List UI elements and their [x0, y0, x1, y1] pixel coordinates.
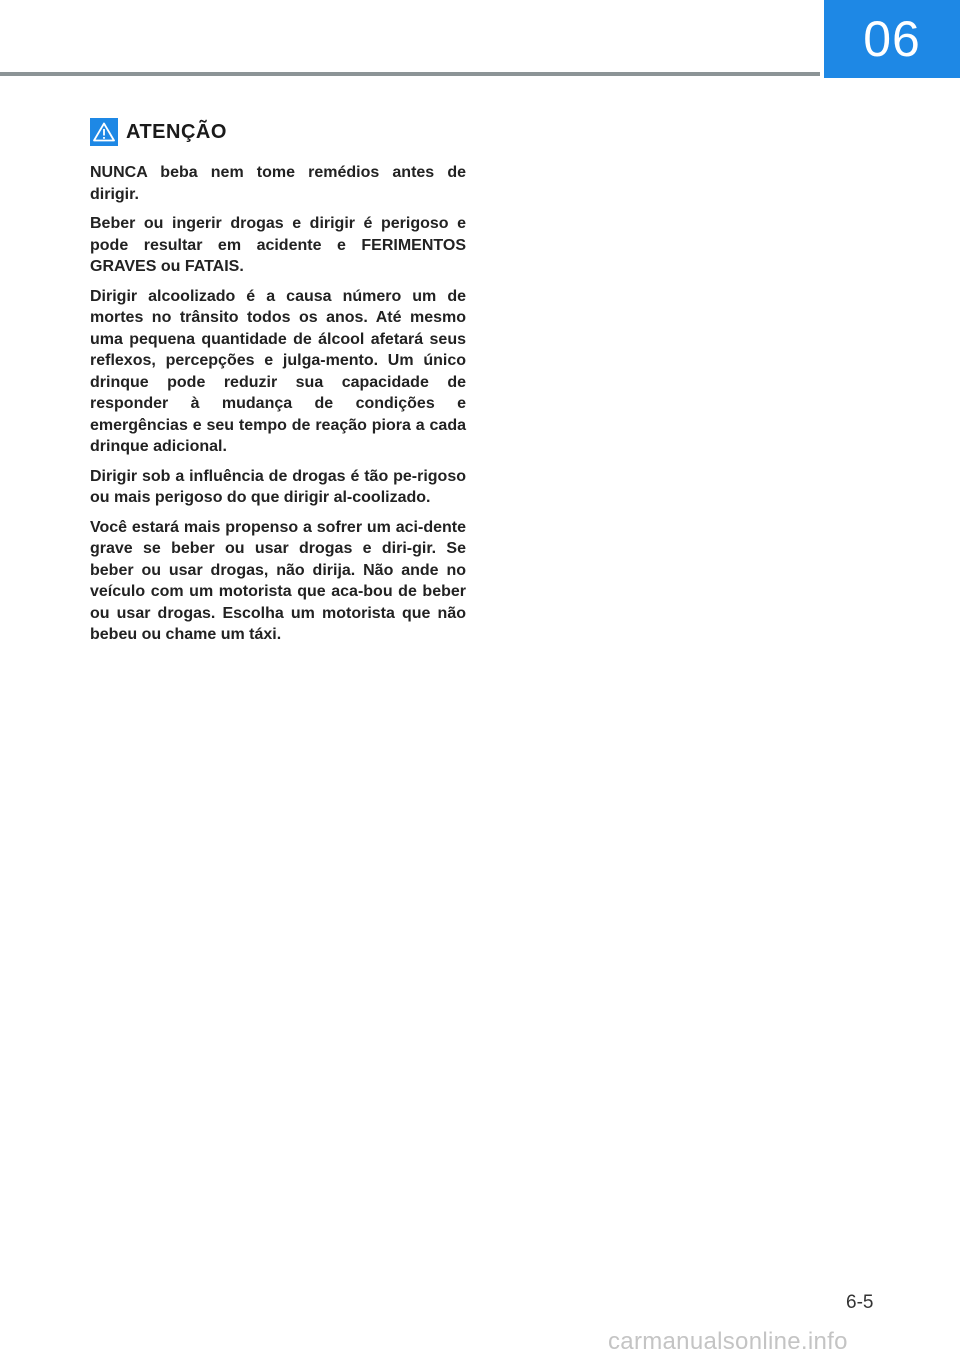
header-rule: [0, 72, 820, 76]
warning-paragraph: NUNCA beba nem tome remédios antes de dirigir.: [90, 164, 466, 203]
warning-heading: [90, 116, 466, 148]
chapter-tab: [824, 0, 960, 78]
chapter-number: 06: [863, 11, 921, 67]
warning-triangle-icon: [90, 118, 118, 146]
warning-body: [90, 162, 466, 646]
warning-paragraph: Dirigir alcoolizado é a causa número um de mortes no trânsito todos os anos. Até mesmo uma pequena quantidade de álcool afetará seus reflexos, percepções e julga-mento. Um único drinque pode reduzir sua capacidade de responder à mudança de condições e emergências e seu tempo de reação piora a cada drinque adicional.: [90, 287, 466, 455]
warning-paragraph: Dirigir sob a influência de drogas é tão pe-rigoso ou mais perigoso do que dirigir al-coolizado.: [90, 467, 466, 506]
warning-paragraph: Você estará mais propenso a sofrer um aci-dente grave se beber ou usar drogas e diri-gir. Se beber ou usar drogas, não dirija. Não ande no veículo com um motorista que aca-bou de beber ou usar drogas. Escolha um motorista que não bebeu ou chame um táxi.: [90, 518, 466, 643]
page-number: 6-5: [846, 1292, 874, 1313]
warning-block: [90, 116, 466, 654]
warning-title: ATENÇÃO: [126, 120, 227, 143]
watermark-link[interactable]: carmanualsonline.info: [608, 1328, 848, 1355]
warning-paragraph: Beber ou ingerir drogas e dirigir é perigoso e pode resultar em acidente e FERIMENTOS GRAVES ou FATAIS.: [90, 215, 466, 275]
